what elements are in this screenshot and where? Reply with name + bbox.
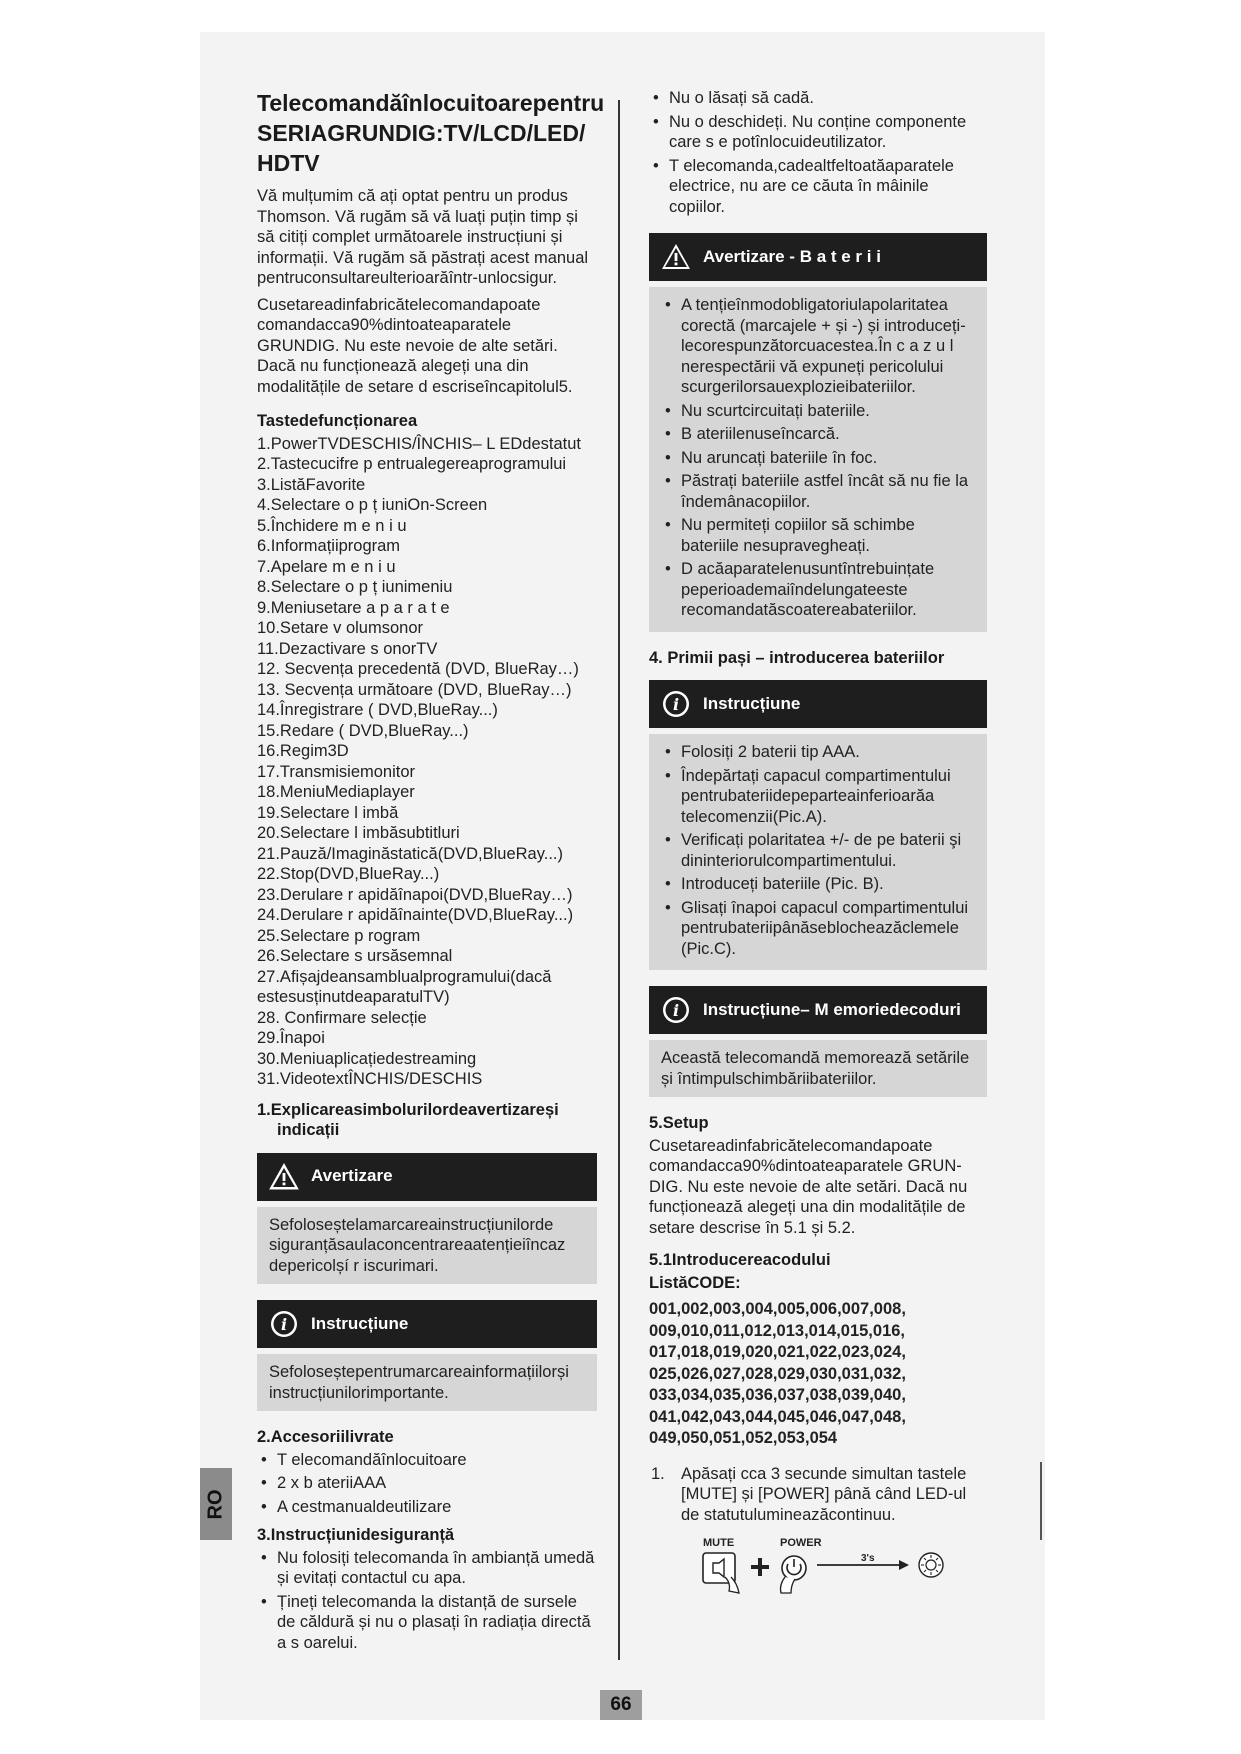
- list-item: 31.VideotextÎNCHIS/DESCHIS: [257, 1070, 483, 1088]
- list-item: 3.ListăFavorite: [257, 475, 366, 494]
- list-item: • Nu scurtcircuitați bateriile.: [661, 401, 975, 422]
- title-line: SERIAGRUNDIG:TV/LCD/LED/: [257, 120, 586, 146]
- list-item: • Nu o lăsați să cadă.: [649, 88, 987, 109]
- code-entry-heading: 5.1Introducereacodului: [649, 1251, 831, 1269]
- memory-panel: [649, 1040, 987, 1097]
- list-item: • Nu permiteți copiilor să schimbe bateriile nesupravegheați.: [661, 515, 975, 556]
- list-item: 29.Înapoi: [257, 1029, 325, 1047]
- info-icon: [661, 995, 691, 1025]
- first-steps-panel: [649, 734, 987, 970]
- list-item: 17.Transmisiemonitor: [257, 762, 416, 781]
- list-item: 7.Apelare m e n i u: [257, 557, 396, 576]
- warning-triangle-icon: [269, 1162, 299, 1192]
- diagram-graphic: [677, 1533, 967, 1603]
- mute-power-diagram: [677, 1533, 967, 1603]
- list-item: 28. Confirmare selecție: [257, 1008, 427, 1027]
- list-item: 30.Meniuaplicațiedestreaming: [257, 1049, 477, 1068]
- list-item: • 2 x b ateriiAAA: [257, 1473, 597, 1494]
- list-item: • Introduceți bateriile (Pic. B).: [661, 874, 975, 895]
- heading-line: 1.Explicareasimbolurilordeavertizareși: [257, 1100, 559, 1119]
- list-item: 15.Redare ( DVD,BlueRay...): [257, 721, 469, 740]
- plus-icon: [751, 1558, 769, 1576]
- right-column: [649, 88, 987, 1603]
- list-item: 12. Secvența precedentă (DVD, BlueRay…): [257, 660, 579, 678]
- list-item: 19.Selectare l imbă: [257, 803, 399, 822]
- svg-text:i: i: [672, 695, 680, 714]
- list-item: • A tențieînmodobligatoriulapolaritatea corectă (marcajele + și -) și introduceți-lecorespunzătorcuacestea.În c a z u l nerespectării vă expuneți pericolului scurgerilorsauexplozieibateriilor.: [661, 295, 975, 398]
- warning-text: Sefoloseștelamarcareainstrucțiunilorde siguranțăsaulaconcentrareaatențieiîncaz depericolșí r iscurimari.: [269, 1215, 566, 1275]
- list-item: • Nu folosiți telecomanda în ambianță umedă și evitați contactul cu apa.: [257, 1548, 597, 1589]
- list-item: 6.Informațiiprogram: [257, 537, 401, 555]
- list-item: • Verificați polaritatea +/- de pe baterii şi dininteriorulcompartimentului.: [661, 830, 975, 871]
- power-key-icon: [781, 1556, 807, 1593]
- list-item: 22.Stop(DVD,BlueRay...): [257, 865, 440, 883]
- battery-warnings-list: [661, 295, 975, 621]
- right-margin-rule: [1040, 1462, 1042, 1540]
- list-item: 18.MeniuMediaplayer: [257, 783, 415, 801]
- led-glow-icon: [919, 1553, 943, 1577]
- list-item: 20.Selectare l imbăsubtitluri: [257, 824, 460, 842]
- list-item: • T elecomanda,cadealtfeltoatăaparatele electrice, nu are ce căuta în mâinile copiilor.: [649, 156, 987, 218]
- memory-text: Această telecomandă memorează setările și întimpulschimbăriibateriilor.: [661, 1049, 970, 1088]
- first-steps-list: [661, 742, 975, 959]
- instruction-label: Instrucțiune: [311, 1313, 409, 1333]
- duration-label: 3's: [861, 1553, 875, 1564]
- document-title: [257, 88, 605, 178]
- code-list: 001,002,003,004,005,006,007,008, 009,010,011,012,013,014,015,016, 017,018,019,020,021,022,023,024, 025,026,027,028,029,030,031,032, 033,034,035,036,037,038,039,040, 041,042,043,044,045,046,047,048, 049,050,051,052,053,054: [649, 1300, 906, 1447]
- arrow-icon: [817, 1560, 909, 1570]
- list-item: estesusținutdeaparatulTV): [257, 988, 450, 1006]
- list-item: 23.Derulare r apidăînapoi(DVD,BlueRay…): [257, 885, 573, 904]
- step-text: Apăsați cca 3 secunde simultan tastele [MUTE] și [POWER] până când LED-ul de statutulumineazăcontinuu.: [681, 1464, 967, 1524]
- column-divider: [618, 100, 620, 1660]
- memory-label: Instrucțiune– M emoriedecoduri: [703, 999, 961, 1019]
- section2-heading: 2.Accesoriilivrate: [257, 1428, 394, 1446]
- warning-label: Avertizare: [311, 1166, 393, 1186]
- safety-list-right: [649, 88, 987, 217]
- section4-heading: 4. Primii pași – introducerea bateriilor: [649, 648, 945, 667]
- setup-heading: 5.Setup: [649, 1114, 709, 1132]
- intro-paragraph: Vă mulțumim că ați optat pentru un produs Thomson. Vă rugăm să vă luați puțin timp și să citiți complet următoarele instrucțiuni și informații. Vă rugăm să păstrați acest manual pentruconsultareulterioarăîntr-unlocsigur.: [257, 187, 589, 287]
- list-item: 25.Selectare p rogram: [257, 926, 421, 945]
- list-item: 1.PowerTVDESCHIS/ÎNCHIS– L EDdestatut: [257, 434, 582, 453]
- instruction-panel: [257, 1354, 597, 1411]
- mute-key-icon: [703, 1553, 739, 1593]
- language-tab-label: RO: [204, 1489, 227, 1519]
- list-item: 26.Selectare s ursăsemnal: [257, 947, 453, 965]
- section1-heading: [257, 1100, 597, 1141]
- power-label: POWER: [780, 1537, 822, 1549]
- setup-text: Cusetareadinfabricătelecomandapoate comandacca90%dintoateaparatele GRUN-DIG. Nu este nevoie de alte setări. Dacă nu funcționează alegeți una din modalitățile de setare descrise în 5.1 și 5.2.: [649, 1136, 968, 1237]
- battery-warning-label: Avertizare - B a t e r i i: [703, 246, 881, 266]
- heading-line: indicații: [277, 1121, 340, 1139]
- list-item: • T elecomandăînlocuitoare: [257, 1450, 597, 1471]
- step-number: 1.: [651, 1464, 665, 1483]
- list-item: • Țineți telecomanda la distanță de sursele de căldură și nu o plasați în radiația directă a s oarelui.: [257, 1592, 597, 1654]
- setup-steps: [649, 1464, 987, 1526]
- battery-warning-panel: [649, 287, 987, 632]
- warning-triangle-icon: [661, 242, 691, 272]
- svg-text:i: i: [280, 1315, 288, 1334]
- memory-bar: [649, 986, 987, 1034]
- list-item: 8.Selectare o p ț iunimeniu: [257, 578, 453, 596]
- list-item: 11.Dezactivare s onorTV: [257, 639, 438, 658]
- instruction-bar: [257, 1300, 597, 1348]
- code-list-heading: ListăCODE:: [649, 1273, 741, 1292]
- warning-panel: [257, 1207, 597, 1285]
- list-item: • Folosiți 2 baterii tip AAA.: [661, 742, 975, 763]
- language-tab: [200, 1468, 232, 1540]
- list-item: 13. Secvența următoare (DVD, BlueRay…): [257, 680, 572, 699]
- instruction-text: Sefoloseștepentrumarcareainformațiilorși instrucțiunilorimportante.: [269, 1363, 569, 1402]
- list-item: 16.Regim3D: [257, 742, 349, 760]
- list-item: • Glisați înapoi capacul compartimentului pentrubateriipânăseblocheazăclemele (Pic.C).: [661, 898, 975, 960]
- list-item: 5.Închidere m e n i u: [257, 516, 407, 535]
- list-item: [649, 1464, 987, 1526]
- safety-list-left: [257, 1548, 597, 1654]
- title-line: HDTV: [257, 150, 320, 176]
- list-item: • Îndepărtați capacul compartimentului pentrubateriidepeparteainferioarăa telecomenzii(Pic.A).: [661, 766, 975, 828]
- list-item: • Nu aruncați bateriile în foc.: [661, 448, 975, 469]
- list-item: 4.Selectare o p ț iuniOn-Screen: [257, 496, 488, 514]
- list-item: 10.Setare v olumsonor: [257, 619, 424, 637]
- list-item: • A cestmanualdeutilizare: [257, 1497, 597, 1518]
- list-item: • B ateriilenuseîncarcă.: [661, 424, 975, 445]
- list-item: 24.Derulare r apidăînainte(DVD,BlueRay...): [257, 906, 574, 924]
- battery-warning-bar: [649, 233, 987, 281]
- left-column: [257, 88, 605, 1661]
- list-item: • Nu o deschideți. Nu conține componente care s e potînlocuideutilizator.: [649, 112, 987, 153]
- instruction-bar-2: [649, 680, 987, 728]
- list-item: 14.Înregistrare ( DVD,BlueRay...): [257, 701, 498, 719]
- accessories-list: [257, 1450, 597, 1518]
- list-item: 21.Pauză/Imaginăstatică(DVD,BlueRay...): [257, 844, 563, 863]
- svg-text:i: i: [672, 1001, 680, 1020]
- page-number: 66: [600, 1690, 642, 1720]
- warning-bar: [257, 1153, 597, 1201]
- keys-list: [257, 434, 597, 1090]
- section3-heading: 3.Instrucțiunidesiguranță: [257, 1526, 455, 1544]
- list-item: • D acăaparatelenusuntîntrebuințate peperioademaiîndelungateeste recomandatăscoatereabateriilor.: [661, 559, 975, 621]
- instruction-label: Instrucțiune: [703, 693, 801, 713]
- title-line: Telecomandăînlocuitoarepentru: [257, 90, 605, 116]
- list-item: 2.Tastecucifre p entrualegereaprogramului: [257, 455, 567, 473]
- info-icon: [269, 1309, 299, 1339]
- list-item: 9.Meniusetare a p a r a t e: [257, 598, 450, 617]
- info-icon: [661, 689, 691, 719]
- list-item: • Păstrați bateriile astfel încât să nu fie la îndemânacopiilor.: [661, 471, 975, 512]
- intro-paragraph: Cusetareadinfabricătelecomandapoate comandacca90%dintoateaparatele GRUNDIG. Nu este nevoie de alte setări. Dacă nu funcționează alegeți una din modalitățile de setare d escriseîncapitolul5.: [257, 295, 573, 396]
- mute-label: MUTE: [703, 1537, 735, 1549]
- keys-heading: Tastedefuncționarea: [257, 412, 418, 430]
- list-item: 27.Afișajdeansamblualprogramului(dacă: [257, 967, 552, 986]
